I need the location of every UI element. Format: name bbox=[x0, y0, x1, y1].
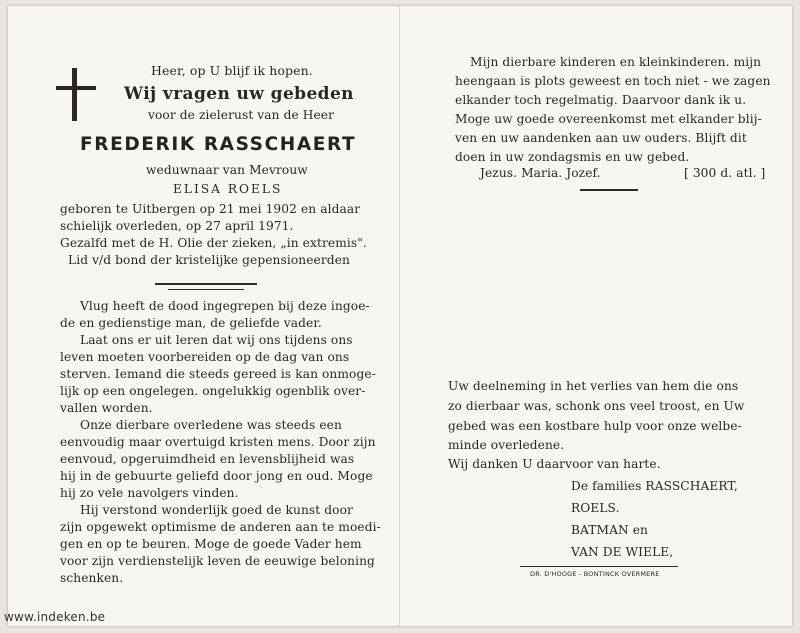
right-panel bbox=[408, 6, 792, 626]
text-line: eenvoud, opgeruimdheid en levensblijheid was bbox=[60, 452, 355, 466]
text-line: Laat ons er uit leren dat wij ons tijdens ons bbox=[80, 333, 353, 347]
cross-icon bbox=[72, 68, 77, 121]
thanks-line: Uw deelneming in het verlies van hem die ons bbox=[448, 379, 739, 393]
soul-rest-line: voor de zielerust van de Heer bbox=[148, 108, 335, 122]
cross-icon-bar bbox=[56, 86, 96, 90]
invocation: Jezus. Maria. Jozef. bbox=[480, 166, 601, 180]
deceased-name: FREDERIK RASSCHAERT bbox=[80, 134, 357, 155]
text-line: gen en op te beuren. Moge de goede Vader hem bbox=[60, 537, 362, 551]
divider bbox=[580, 189, 638, 191]
text-line: leven moeten voorbereiden op de dag van ons bbox=[60, 350, 350, 364]
indulgence: [ 300 d. atl. ] bbox=[684, 166, 766, 180]
birth-line: geboren te Uitbergen op 21 mei 1902 en aldaar bbox=[60, 202, 361, 216]
divider-thin bbox=[168, 289, 244, 290]
text-line: zijn opgewekt optimisme de anderen aan te moedi- bbox=[60, 520, 381, 534]
text-line: sterven. Iemand die steeds gereed is kan onmoge- bbox=[60, 367, 376, 381]
family-line: De families RASSCHAERT, bbox=[571, 479, 738, 493]
text-line: vallen worden. bbox=[60, 401, 153, 415]
memorial-card bbox=[8, 6, 792, 626]
left-panel bbox=[8, 6, 407, 626]
text-line: hij in de gebuurte geliefd door jong en oud. Moge bbox=[60, 469, 373, 483]
text-line: lijk op een ongelegen. ongelukkig ogenblik over- bbox=[60, 384, 366, 398]
anointed-line: Gezalfd met de H. Olie der zieken, „in extremis". bbox=[60, 236, 367, 250]
text-line: hij zo vele navolgers vinden. bbox=[60, 486, 239, 500]
text-line: eenvoudig maar overtuigd kristen mens. Door zijn bbox=[60, 435, 376, 449]
thanks-line: gebed was een kostbare hulp voor onze welbe- bbox=[448, 419, 742, 433]
family-line: VAN DE WIELE, bbox=[571, 545, 674, 559]
printer-credit: DR. D'HOOGE - BONTINCK OVERMERE bbox=[530, 570, 660, 578]
family-line: ROELS. bbox=[571, 501, 620, 515]
divider bbox=[155, 283, 257, 285]
farewell-line: ven en uw aandenken aan uw ouders. Blijft dit bbox=[455, 131, 747, 145]
hope-line: Heer, op U blijf ik hopen. bbox=[151, 63, 313, 78]
text-line: Onze dierbare overledene was steeds een bbox=[80, 418, 342, 432]
farewell-line: Mijn dierbare kinderen en kleinkinderen. mijn bbox=[470, 55, 762, 69]
farewell-line: heengaan is plots geweest en toch niet - we zagen bbox=[455, 74, 771, 88]
thanks-line: minde overledene. bbox=[448, 438, 565, 452]
divider-thin bbox=[520, 566, 678, 567]
farewell-line: doen in uw zondagsmis en uw gebed. bbox=[455, 150, 690, 164]
text-line: Vlug heeft de dood ingegrepen bij deze ingoe- bbox=[80, 299, 370, 313]
fold-line bbox=[399, 6, 400, 626]
farewell-line: Moge uw goede overeenkomst met elkander blij- bbox=[455, 112, 762, 126]
text-line: Hij verstond wonderlijk goed de kunst door bbox=[80, 503, 353, 517]
prayer-heading: Wij vragen uw gebeden bbox=[124, 84, 354, 104]
farewell-line: elkander toch regelmatig. Daarvoor dank ik u. bbox=[455, 93, 747, 107]
family-line: BATMAN en bbox=[571, 523, 648, 537]
watermark: www.indeken.be bbox=[4, 610, 106, 624]
death-line: schielijk overleden, op 27 april 1971. bbox=[60, 219, 294, 233]
spouse-name: ELISA ROELS bbox=[173, 182, 283, 196]
thanks-closing: Wij danken U daarvoor van harte. bbox=[448, 457, 661, 471]
membership-line: Lid v/d bond der kristelijke gepensioneerden bbox=[68, 253, 350, 267]
text-line: de en gedienstige man, de geliefde vader. bbox=[60, 316, 322, 330]
text-line: schenken. bbox=[60, 571, 124, 585]
widower-line: weduwnaar van Mevrouw bbox=[146, 163, 308, 177]
text-line: voor zijn verdienstelijk leven de eeuwige beloning bbox=[60, 554, 375, 568]
thanks-line: zo dierbaar was, schonk ons veel troost, en Uw bbox=[448, 399, 745, 413]
